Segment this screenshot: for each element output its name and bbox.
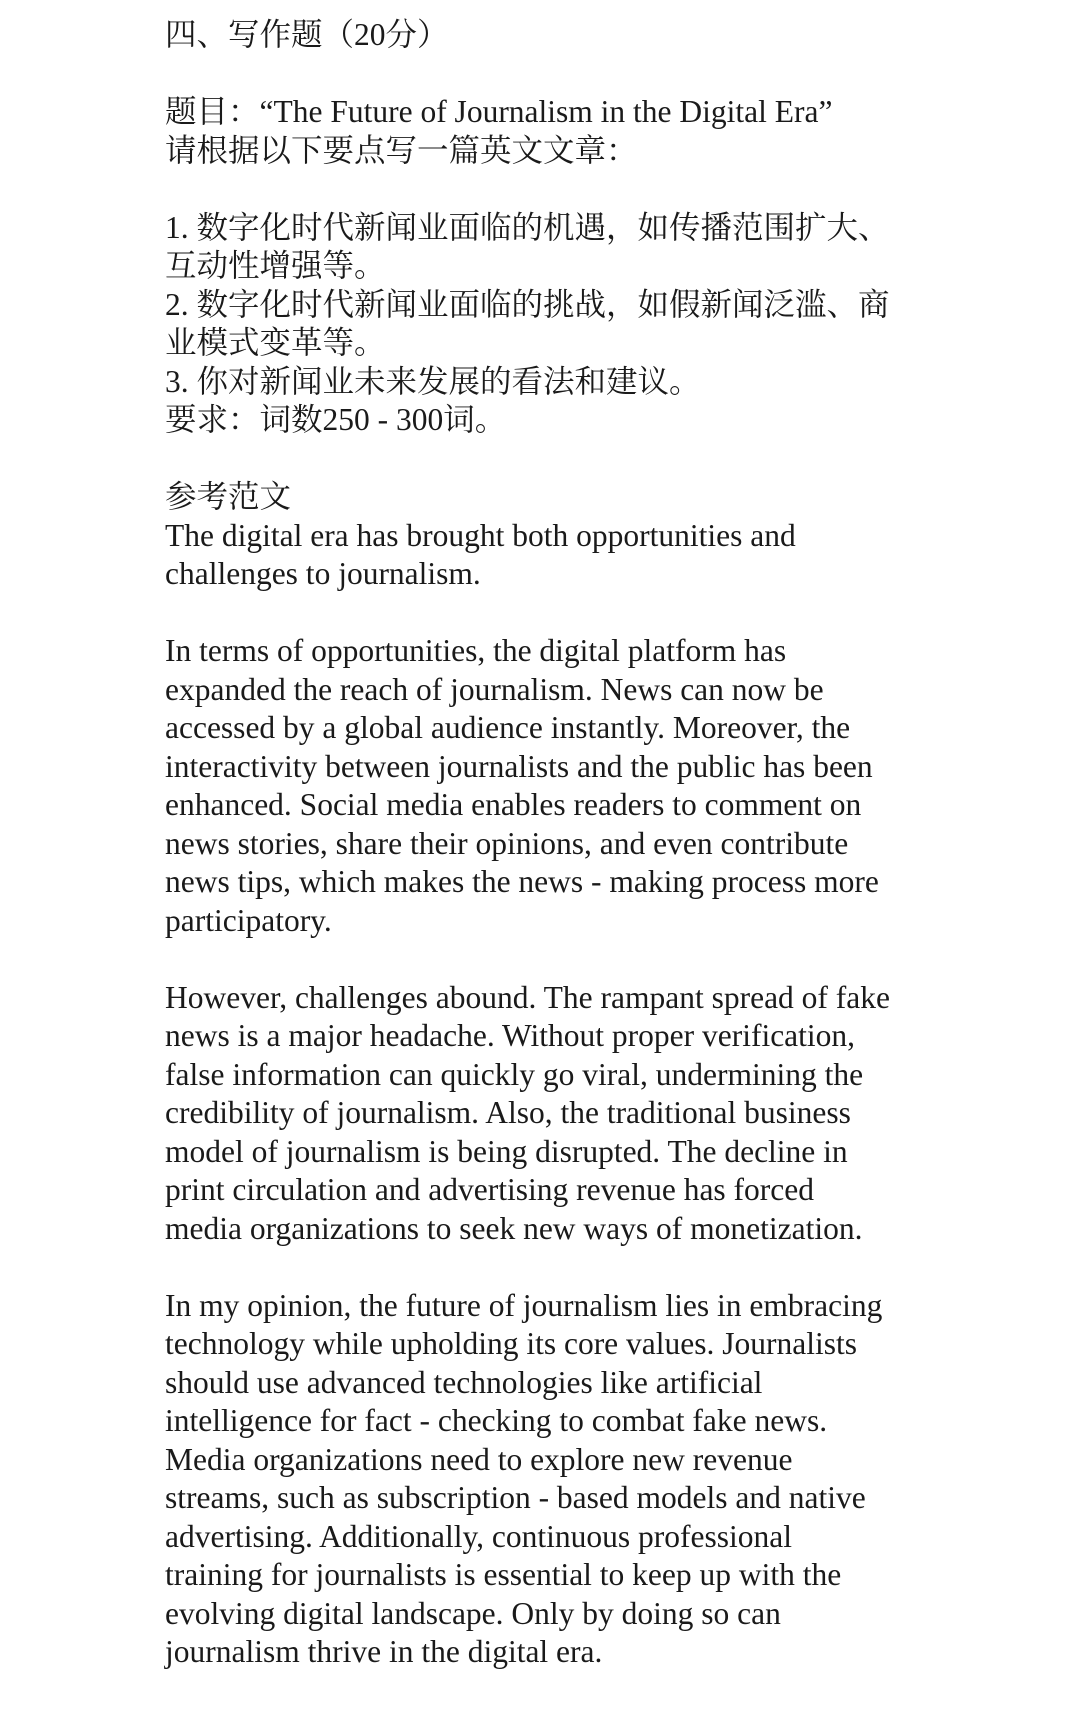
- spacer: [165, 440, 965, 479]
- paragraph-line: media organizations to seek new ways of monetization.: [165, 1210, 863, 1246]
- paragraph-line: challenges to journalism.: [165, 556, 481, 591]
- paragraph-line: The digital era has brought both opportunities and: [165, 517, 796, 553]
- point-item: [165, 286, 965, 363]
- paragraph-line: model of journalism is being disrupted. The decline in: [165, 1133, 848, 1169]
- paragraph-line: credibility of journalism. Also, the traditional business: [165, 1095, 851, 1130]
- sample-paragraph: [165, 517, 965, 594]
- sample-essay-heading: 参考范文: [165, 479, 292, 514]
- paragraph-line: expanded the reach of journalism. News can now be: [165, 671, 824, 707]
- paragraph-line: training for journalists is essential to keep up with the: [165, 1557, 842, 1592]
- point-line: 3. 你对新闻业未来发展的看法和建议。: [165, 363, 701, 399]
- paragraph-line: news is a major headache. Without proper verification,: [165, 1018, 856, 1053]
- paragraph-line: streams, such as subscription - based models and native: [165, 1480, 866, 1515]
- point-line: 业模式变革等。: [165, 325, 386, 360]
- paragraph-line: In my opinion, the future of journalism lies in embracing: [165, 1287, 883, 1323]
- paragraph-line: However, challenges abound. The rampant spread of fake: [165, 979, 890, 1015]
- paragraph-line: In terms of opportunities, the digital platform has: [165, 633, 787, 668]
- spacer: [165, 55, 965, 94]
- essay-title: 题目：“The Future of Journalism in the Digital Era”: [165, 94, 833, 129]
- point-item: [165, 209, 965, 286]
- spacer: [165, 594, 965, 633]
- paragraph-line: news stories, share their opinions, and even contribute: [165, 825, 849, 861]
- point-item: [165, 363, 965, 402]
- point-list: [165, 209, 965, 402]
- spacer: [165, 1248, 965, 1287]
- spacer: [165, 940, 965, 979]
- sample-paragraph: [165, 632, 965, 940]
- paragraph-line: interactivity between journalists and the public has been: [165, 748, 873, 784]
- point-line: 1. 数字化时代新闻业面临的机遇，如传播范围扩大、: [165, 209, 890, 245]
- spacer: [165, 170, 965, 209]
- paragraph-line: participatory.: [165, 902, 332, 938]
- sample-paragraph: [165, 979, 965, 1249]
- paragraph-line: enhanced. Social media enables readers to comment on: [165, 787, 862, 822]
- sample-paragraph: [165, 1287, 965, 1672]
- paragraph-line: intelligence for fact - checking to combat fake news.: [165, 1403, 828, 1438]
- document-page: [165, 16, 965, 1672]
- point-line: 2. 数字化时代新闻业面临的挑战，如假新闻泛滥、商: [165, 286, 890, 322]
- paragraph-line: journalism thrive in the digital era.: [165, 1634, 603, 1669]
- word-count-requirement: 要求：词数250 - 300词。: [165, 402, 507, 437]
- instruction-text: 请根据以下要点写一篇英文文章：: [165, 132, 638, 168]
- paragraph-line: should use advanced technologies like artificial: [165, 1364, 763, 1400]
- paragraph-line: false information can quickly go viral, undermining the: [165, 1056, 864, 1092]
- section-heading: 四、写作题（20分）: [165, 17, 449, 52]
- paragraph-line: news tips, which makes the news - making process more: [165, 864, 879, 899]
- paragraph-line: Media organizations need to explore new revenue: [165, 1441, 793, 1477]
- paragraph-line: evolving digital landscape. Only by doing so can: [165, 1595, 781, 1631]
- paragraph-line: print circulation and advertising revenue has forced: [165, 1172, 814, 1207]
- point-line: 互动性增强等。: [165, 248, 386, 283]
- paragraph-line: accessed by a global audience instantly. Moreover, the: [165, 710, 851, 745]
- paragraph-line: technology while upholding its core values. Journalists: [165, 1326, 858, 1361]
- paragraph-line: advertising. Additionally, continuous professional: [165, 1518, 793, 1554]
